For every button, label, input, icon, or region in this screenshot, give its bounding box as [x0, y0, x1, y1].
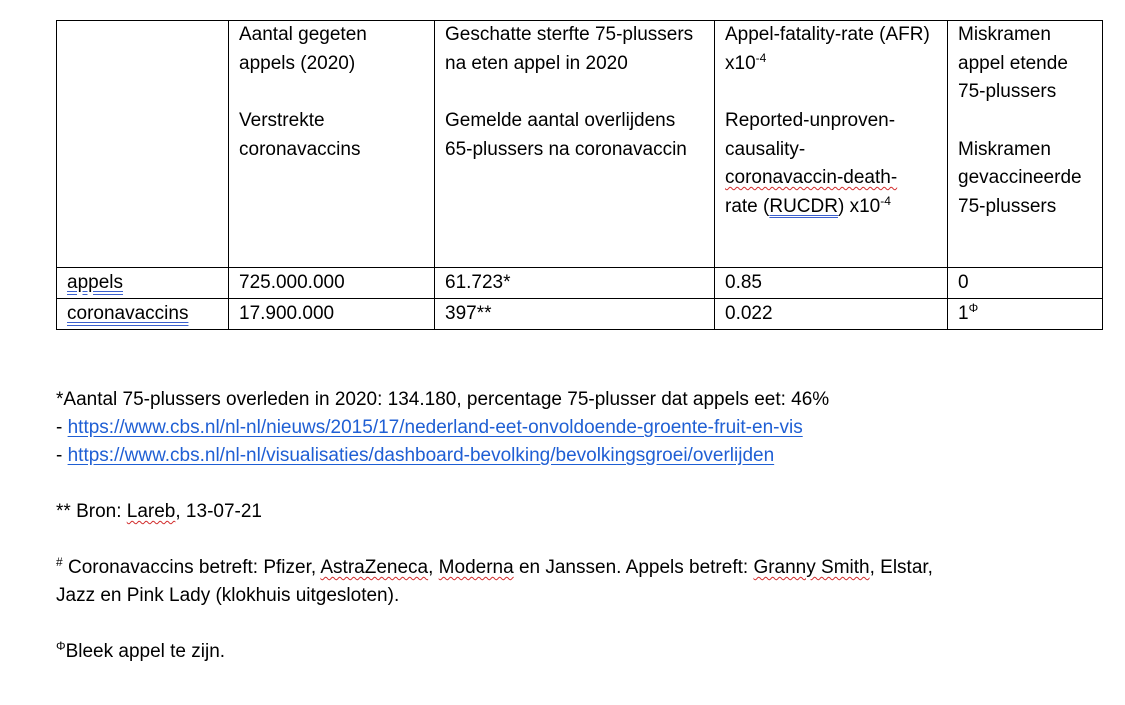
header-miscarriages-top: Miskramen appel etende 75-plussers [958, 24, 1068, 102]
header-cell-count [229, 21, 435, 268]
footnote-4: $^\Phi$Bleek appel te zijn. [56, 639, 226, 662]
header-miscarriages-bottom: Miskramen gevaccineerde 75-plussers [958, 138, 1082, 217]
header-cell-miscarriages [948, 21, 1103, 268]
row-miscarriages: 0 [948, 268, 1103, 299]
row-miscarriages: $1^\Phi$ [948, 299, 1103, 330]
footnote-link-line-1: - https://www.cbs.nl/nl-nl/nieuws/2015/17/nederland-eet-onvoldoende-groente-fruit-en-vis [56, 417, 803, 438]
row-count: 17.900.000 [229, 299, 435, 330]
table-header-row [57, 21, 1103, 268]
row-count: 725.000.000 [229, 268, 435, 299]
row-label-apples: appels [57, 268, 229, 299]
row-rate: 0.85 [715, 268, 948, 299]
header-count-top: Aantal gegeten appels (2020) [239, 24, 367, 74]
row-label-vaccines: coronavaccins [57, 299, 229, 330]
footnote-link-line-2: - https://www.cbs.nl/nl-nl/visualisaties/dashboard-bevolking/bevolkingsgroei/overlijden [56, 445, 775, 466]
footnote-3-line-2: Jazz en Pink Lady (klokhuis uitgesloten). [56, 585, 400, 606]
footnote-3: # Coronavaccins betreft: Pfizer, AstraZeneca, Moderna en Janssen. Appels betreft: Granny Smith, Elstar, [56, 555, 933, 578]
header-cell-deaths [435, 21, 715, 268]
header-rate-top: Appel-fatality-rate (AFR) $x10^{-4}$ [725, 24, 930, 74]
row-rate: 0.022 [715, 299, 948, 330]
comparison-table [56, 20, 1103, 330]
header-deaths-bottom: Gemelde aantal overlijdens 65-plussers na coronavaccin [445, 110, 687, 160]
footnotes [56, 386, 1096, 666]
cbs-link-1[interactable]: https://www.cbs.nl/nl-nl/nieuws/2015/17/nederland-eet-onvoldoende-groente-fruit-en-vis [67, 417, 803, 438]
table-row [57, 268, 1103, 299]
header-count-bottom: Verstrekte coronavaccins [239, 110, 361, 160]
footnote-1: *Aantal 75-plussers overleden in 2020: 134.180, percentage 75-plusser dat appels eet: 46% [56, 389, 830, 410]
row-deaths: 61.723* [435, 268, 715, 299]
cbs-link-2[interactable]: https://www.cbs.nl/nl-nl/visualisaties/dashboard-bevolking/bevolkingsgroei/overlijden [67, 445, 775, 466]
table-row [57, 299, 1103, 330]
header-cell-empty [57, 21, 229, 268]
header-deaths-top: Geschatte sterfte 75-plussers na eten appel in 2020 [445, 24, 694, 74]
header-cell-rate [715, 21, 948, 268]
header-rate-bottom: Reported-unproven-causality- coronavaccin-death- rate (RUCDR) $x10^{-4}$ [725, 110, 898, 217]
footnote-2: ** Bron: Lareb, 13-07-21 [56, 501, 262, 522]
row-deaths: 397** [435, 299, 715, 330]
